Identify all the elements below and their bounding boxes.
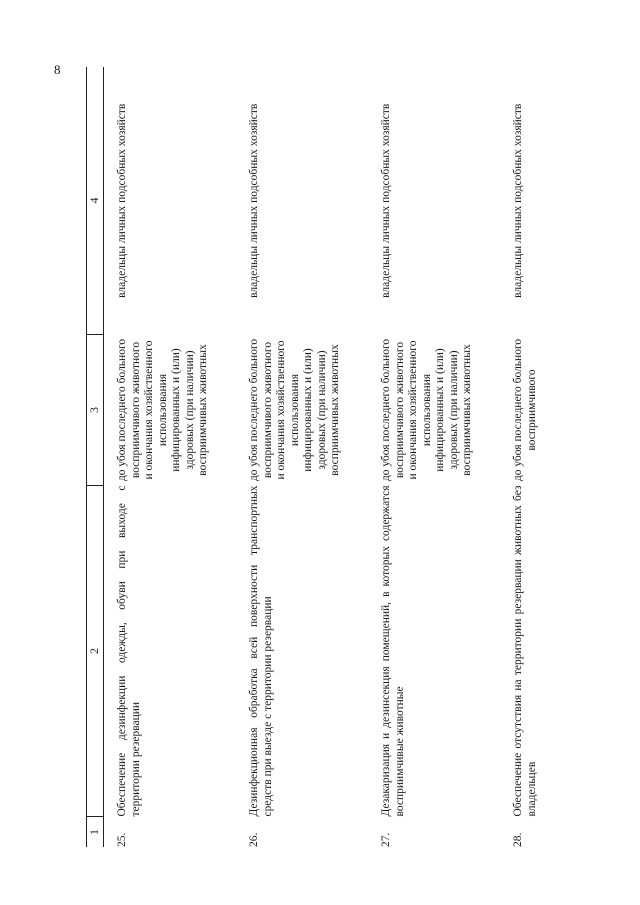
measure-text: Обеспечение отсутствия на территории резервации животных без владельцев (512, 485, 538, 817)
header-col-1: 1 (87, 817, 104, 848)
page-number: 8 (54, 62, 61, 77)
table-row (104, 67, 237, 847)
measure-text: Дезинфекционная обработка всей поверхности транспортных средств при выезде с территории резервации (248, 485, 274, 817)
table-row (236, 67, 368, 847)
responsible-text: владельцы личных подсобных хозяйств (380, 103, 392, 298)
row-number: 28. (512, 832, 524, 847)
deadline-text: до убоя последнего больного восприимчивого животного и окончания хозяйственного использования инфицированных и (или) здоровых (при наличии) восприимчивых животных (116, 338, 209, 482)
measures-table (86, 67, 632, 847)
responsible-text: владельцы личных подсобных хозяйств (248, 103, 260, 298)
deadline-text: до убоя последнего больного восприимчивого (512, 338, 538, 482)
measure-text: Обеспечение дезинфекции одежды, обуви при выходе с территории резервации (116, 485, 142, 817)
header-row (87, 67, 104, 847)
table-row (368, 67, 500, 847)
measure-text: Дезакаризация и дезинсекция помещений, в которых содержатся восприимчивые животные (380, 485, 406, 817)
responsible-text: владельцы личных подсобных хозяйств (512, 103, 524, 298)
rotated-table-container (86, 67, 581, 847)
responsible-text: владельцы личных подсобных хозяйств (116, 103, 128, 298)
header-col-4: 4 (87, 67, 104, 335)
row-number: 26. (248, 832, 260, 847)
row-number: 27. (380, 832, 392, 847)
deadline-text: до убоя последнего больного восприимчивого животного и окончания хозяйственного использования инфицированных и (или) здоровых (при наличии) восприимчивых животных (248, 338, 341, 482)
header-col-2: 2 (87, 486, 104, 817)
deadline-text: до убоя последнего больного восприимчивого животного и окончания хозяйственного использования инфицированных и (или) здоровых (при наличии) восприимчивых животных (380, 338, 473, 482)
table-row (500, 67, 632, 847)
header-col-3: 3 (87, 335, 104, 486)
row-number: 25. (116, 832, 128, 847)
